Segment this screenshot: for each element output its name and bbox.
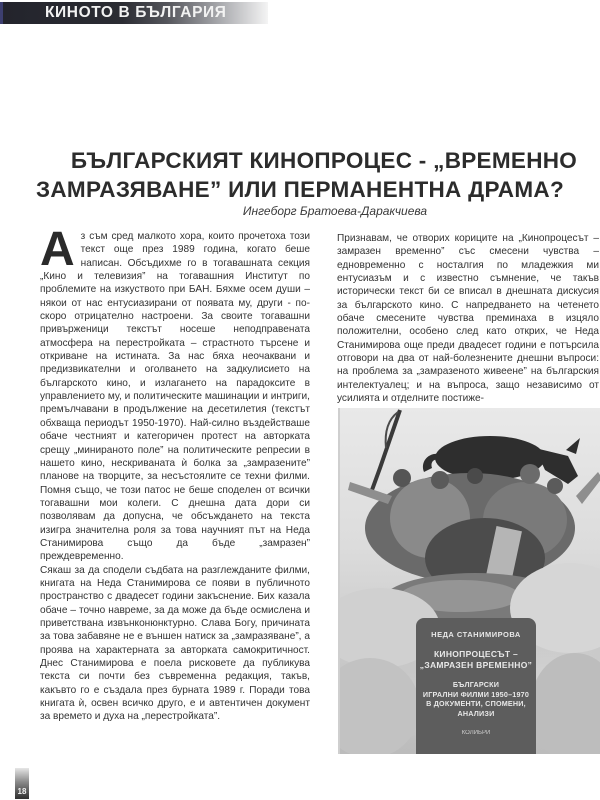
book-subtitle-line-1: БЪЛГАРСКИ xyxy=(452,680,500,689)
paragraph-right: Признавам, че отворих кориците на „Кинопроцесът – замразен временно” със смесени чувства – едновременно с носталгия по младежкия ми ентусиазъм и с известно съмнение, че такъв исторически текст би се вписал в днешната дискусия за българското кино. С напредването на четенето обаче смесените чувства преминаха в изцяло положителни, особено след като открих, че Неда Станимирова още преди двадесет години е потърсила отговори на два от най-болезнените днешни въпроси: на проблема за „замразеното живеене” на българския интелектуалец; и на въпроса, защо независимо от усилията и отделните постиже- xyxy=(337,233,599,405)
paragraph-second: Сякаш за да сподели съдбата на разглежданите филми, книгата на Неда Станимирова се появи в публичното пространство с двадесет години закъснение. Бих казала обаче – точно навреме, за да може да бъде осмислена и приветствана извънконюнктурно. Слава Богу, причината за това забавяне не е външен натиск за „замразяване”, а проява на характерната за авторката самокритичност. Днес Станимирова е поела рисковете да публикува текста си почти без съвременна редакция, такъв, какъвто го е създала през бурната 1989 г. Поради това книгата ѝ, освен всичко друго, е и автентичен документ за времето и духа на „перестройката”. xyxy=(40,564,310,723)
article-title-line-2: ЗАМРАЗЯВАНЕ” ИЛИ ПЕРМАНЕНТНА ДРАМА? xyxy=(35,177,564,202)
book-title-line-2: „ЗАМРАЗЕН ВРЕМЕННО” xyxy=(419,660,533,670)
book-title-panel xyxy=(416,618,536,754)
book-subtitle-line-2: ИГРАЛНИ ФИЛМИ 1950–1970 xyxy=(422,689,530,699)
right-text-column xyxy=(337,232,599,405)
book-subtitle-line-3: В ДОКУМЕНТИ, СПОМЕНИ, xyxy=(426,699,526,708)
left-text-column xyxy=(40,223,310,724)
section-header-bar xyxy=(0,2,268,24)
paragraph-intro-text: з съм сред малкото хора, които прочетоха този текст още през 1989 година, когато беше написан. Обсъдихме го в тогавашната секция „Кино и телевизия” на тогавашния Институт по проблемите на изкуството при БАН. Бяхме осем души – някои от нас ентусиазирани от появата му, други - по-скоро отрицателно настроени. За своите тогавашни привърженици текстът носеше неподправената атмосфера на перестройката – страстното търсене и откриване на истината. За нас бяха неочаквани и предизвикателни и оголването на задкулисието на българското кино, и излагането на парадоксите в управлението му, и политическите машинации и интриги, премълчавани в продължение на десетилетия (текстът обхваща периодът 1950-1970). Най-силно въздействаше обаче честният и категоричен протест на авторката срещу „минираното поле” на политическите репресии в нашето кино, нескриваната ѝ болка за „замразените” планове на творците, за несъстоялите се техни филми. Помня също, че този патос не беше споделен от всички тогавашни мои колеги. С днешна дата дори си позволявам да допусна, че обсъждането на текста изигра значителна роля за това научният път на Неда Станимирова също да бъде „замразен” преждевременно. xyxy=(40,231,310,563)
book-cover-image xyxy=(338,408,600,754)
paragraph-intro xyxy=(40,223,310,564)
article-author: Ингеборг Братоева-Даракчиева xyxy=(242,204,428,218)
page-number: 18 xyxy=(17,787,27,796)
book-subtitle xyxy=(416,680,536,718)
article-title-line-1: БЪЛГАРСКИЯТ КИНОПРОЦЕС - „ВРЕМЕННО xyxy=(70,148,578,173)
article-title-block xyxy=(0,146,600,218)
drop-cap: А xyxy=(40,223,75,276)
book-title xyxy=(416,649,536,671)
section-label: КИНОТО В БЪЛГАРИЯ xyxy=(45,4,227,21)
book-title-line-1: КИНОПРОЦЕСЪТ – xyxy=(433,649,519,659)
book-author: НЕДА СТАНИМИРОВА xyxy=(431,630,521,639)
book-publisher: КОЛИБРИ xyxy=(461,730,491,736)
book-subtitle-line-4: АНАЛИЗИ xyxy=(457,708,495,718)
page-number-tab xyxy=(15,768,29,799)
